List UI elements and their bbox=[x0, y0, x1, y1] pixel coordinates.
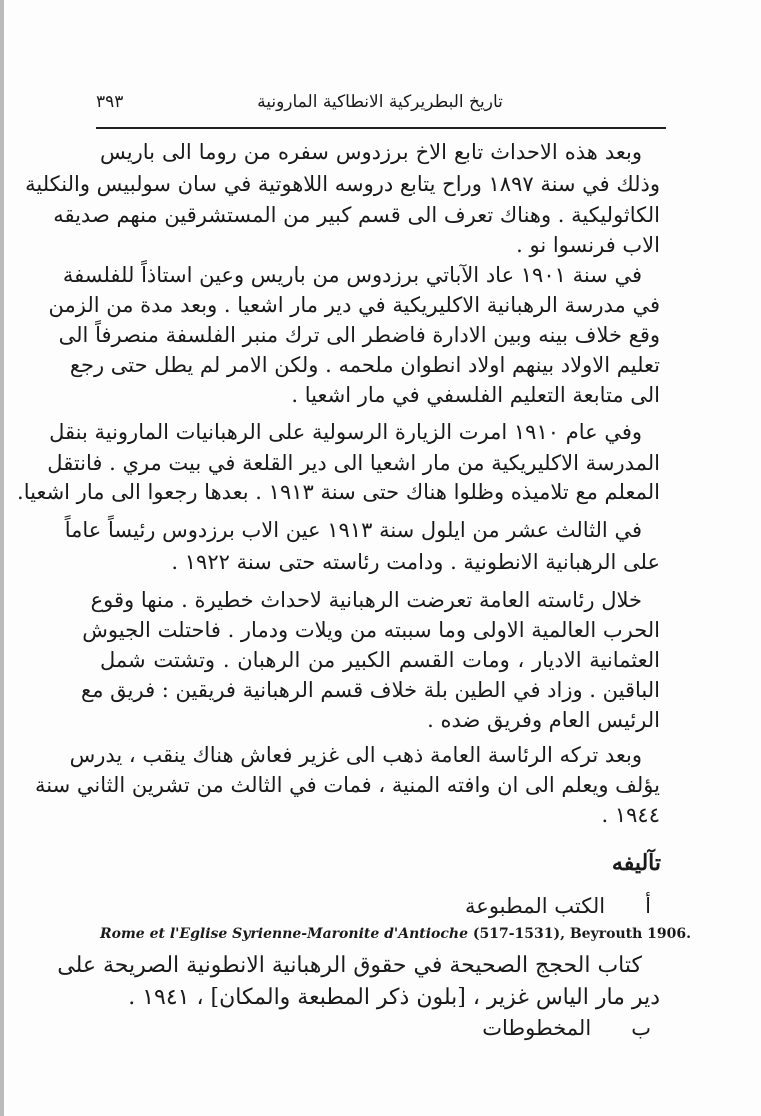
printed-label: أ bbox=[645, 894, 651, 918]
text-line: في مدرسة الرهبانية الاكليريكية في دير مار اشعيا . وبعد مدة من الزمن bbox=[48, 293, 660, 317]
printed-title: الكتب المطبوعة bbox=[465, 894, 606, 918]
header-rule bbox=[96, 127, 666, 129]
text-line: المعلم مع تلاميذه وظلوا هناك حتى سنة ١٩١٣ . بعدها رجعوا الى مار اشعيا. bbox=[17, 480, 660, 504]
latin-citation bbox=[100, 926, 691, 942]
text-line: وفي عام ١٩١٠ امرت الزيارة الرسولية على الرهبانيات المارونية بنقل bbox=[49, 420, 642, 444]
latin-book-title: Rome et l'Eglise Syrienne-Maronite d'Antioche bbox=[100, 926, 468, 942]
text-line: المدرسة الاكليريكية من مار اشعيا الى دير القلعة في بيت مري . فانتقل bbox=[47, 451, 660, 475]
latin-book-details: (517-1531), Beyrouth 1906. bbox=[467, 926, 691, 942]
text-line: الى متابعة التعليم الفلسفي في مار اشعيا . bbox=[291, 383, 660, 407]
printed-books-subheading bbox=[465, 894, 651, 918]
running-header-title: تاريخ البطريركية الانطاكية المارونية bbox=[257, 92, 503, 112]
text-line: وقع خلاف بينه وبين الادارة فاضطر الى ترك منبر الفلسفة منصرفاً الى bbox=[58, 323, 660, 347]
text-line: وذلك في سنة ١٨٩٧ وراح يتابع دروسه اللاهوتية في سان سولبيس والنكلية bbox=[25, 172, 660, 196]
manuscripts-subheading bbox=[482, 1016, 651, 1040]
text-line: الكاثوليكية . وهناك تعرف الى قسم كبير من المستشرقين منهم صديقه bbox=[53, 203, 660, 227]
works-heading: تآليفه bbox=[611, 850, 661, 876]
text-line: الحرب العالمية الاولى وما سببته من ويلات ودمار . فاحتلت الجيوش bbox=[82, 618, 660, 642]
text-line: وبعد هذه الاحداث تابع الاخ برزدوس سفره من روما الى باريس bbox=[100, 140, 642, 164]
text-line: الرئيس العام وفريق ضده . bbox=[427, 708, 660, 732]
scan-edge bbox=[0, 0, 4, 1116]
arabic-citation-line: كتاب الحجج الصحيحة في حقوق الرهبانية الانطونية الصريحة على bbox=[57, 953, 642, 978]
text-line: يؤلف ويعلم الى ان وافته المنية ، فمات في الثالث من تشرين الثاني سنة bbox=[35, 773, 660, 797]
text-line: في الثالث عشر من ايلول سنة ١٩١٣ عين الاب برزدوس رئيساً عاماً bbox=[64, 518, 642, 542]
text-line: العثمانية الاديار ، ومات القسم الكبير من الرهبان . وتشتت شمل bbox=[100, 648, 660, 672]
text-line: على الرهبانية الانطونية . ودامت رئاسته حتى سنة ١٩٢٢ . bbox=[171, 550, 660, 574]
text-line: الاب فرنسوا نو . bbox=[516, 233, 660, 257]
text-line: ١٩٤٤ . bbox=[601, 803, 660, 827]
manuscripts-title: المخطوطات bbox=[482, 1016, 592, 1040]
text-line: خلال رئاسته العامة تعرضت الرهبانية لاحداث خطيرة . منها وقوع bbox=[90, 588, 642, 612]
text-line: تعليم الاولاد بينهم اولاد انطوان ملحمه . ولكن الامر لم يطل حتى رجع bbox=[69, 353, 660, 377]
text-line: الباقين . وزاد في الطين بلة خلاف قسم الرهبانية فريقين : فريق مع bbox=[81, 678, 660, 702]
text-line: في سنة ١٩٠١ عاد الآباتي برزدوس من باريس وعين استاذاً للفلسفة bbox=[62, 263, 642, 287]
text-line: وبعد تركه الرئاسة العامة ذهب الى غزير فعاش هناك ينقب ، يدرس bbox=[69, 743, 642, 767]
manuscripts-label: ب bbox=[631, 1016, 651, 1040]
arabic-citation-line: دير مار الياس غزير ، [بلون ذكر المطبعة والمكان] ، ١٩٤١ . bbox=[128, 985, 660, 1010]
page-number: ٣٩٣ bbox=[96, 92, 124, 112]
